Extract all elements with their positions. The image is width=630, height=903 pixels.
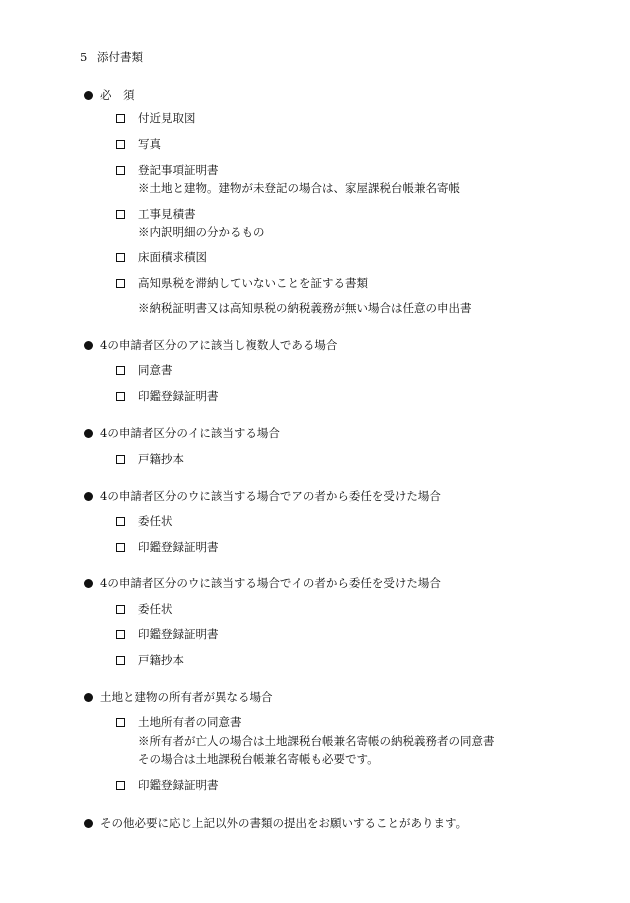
- checkbox-icon: [116, 605, 125, 614]
- checkbox-icon: [116, 455, 125, 464]
- section-number: 5: [80, 50, 88, 64]
- item-label: 印鑑登録証明書: [138, 540, 219, 554]
- item-label: 高知県税を滞納していないことを証する書類: [138, 276, 368, 290]
- item-label: 登記事項証明書: [138, 163, 219, 177]
- checkbox-icon: [116, 517, 125, 526]
- checkbox-icon: [116, 140, 125, 149]
- checkbox-icon: [116, 718, 125, 727]
- bullet-icon: [84, 341, 93, 350]
- checkbox-icon: [116, 166, 125, 175]
- checkbox-icon: [116, 543, 125, 552]
- item-note: その場合は土地課税台帳兼名寄帳も必要です。: [138, 752, 379, 766]
- item-label: 床面積求積図: [138, 250, 207, 264]
- item-label: 印鑑登録証明書: [138, 389, 219, 403]
- bullet-icon: [84, 693, 93, 702]
- item-label: 印鑑登録証明書: [138, 627, 219, 641]
- group-heading: 4の申請者区分のウに該当する場合でイの者から委任を受けた場合: [100, 576, 441, 590]
- checkbox-icon: [116, 114, 125, 123]
- group-heading: 4の申請者区分のイに該当する場合: [100, 426, 280, 440]
- item-note: ※所有者が亡人の場合は土地課税台帳兼名寄帳の納税義務者の同意書: [138, 734, 495, 748]
- checkbox-icon: [116, 210, 125, 219]
- item-label: 委任状: [138, 602, 173, 616]
- checkbox-icon: [116, 630, 125, 639]
- item-label: 写真: [138, 137, 161, 151]
- item-label: 印鑑登録証明書: [138, 778, 219, 792]
- group-heading: その他必要に応じ上記以外の書類の提出をお願いすることがあります。: [100, 816, 468, 830]
- checkbox-icon: [116, 279, 125, 288]
- group-heading: 土地と建物の所有者が異なる場合: [100, 690, 273, 704]
- section-title: 添付書類: [97, 50, 143, 64]
- item-label: 戸籍抄本: [138, 653, 184, 667]
- checkbox-icon: [116, 392, 125, 401]
- item-label: 工事見積書: [138, 207, 196, 221]
- bullet-icon: [84, 819, 93, 828]
- item-note: ※納税証明書又は高知県税の納税義務が無い場合は任意の申出書: [138, 301, 472, 315]
- bullet-icon: [84, 579, 93, 588]
- bullet-icon: [84, 492, 93, 501]
- item-note: ※土地と建物。建物が未登記の場合は、家屋課税台帳兼名寄帳: [138, 181, 460, 195]
- checkbox-icon: [116, 781, 125, 790]
- group-heading: 4の申請者区分のウに該当する場合でアの者から委任を受けた場合: [100, 489, 441, 503]
- checkbox-icon: [116, 366, 125, 375]
- item-label: 戸籍抄本: [138, 452, 184, 466]
- item-note: ※内訳明細の分かるもの: [138, 225, 265, 239]
- group-heading-required: 必 須: [100, 88, 135, 102]
- item-label: 付近見取図: [138, 111, 196, 125]
- item-label: 土地所有者の同意書: [138, 715, 242, 729]
- group-heading: 4の申請者区分のアに該当し複数人である場合: [100, 338, 338, 352]
- item-label: 同意書: [138, 363, 173, 377]
- item-label: 委任状: [138, 514, 173, 528]
- bullet-icon: [84, 429, 93, 438]
- bullet-icon: [84, 91, 93, 100]
- checkbox-icon: [116, 656, 125, 665]
- checkbox-icon: [116, 253, 125, 262]
